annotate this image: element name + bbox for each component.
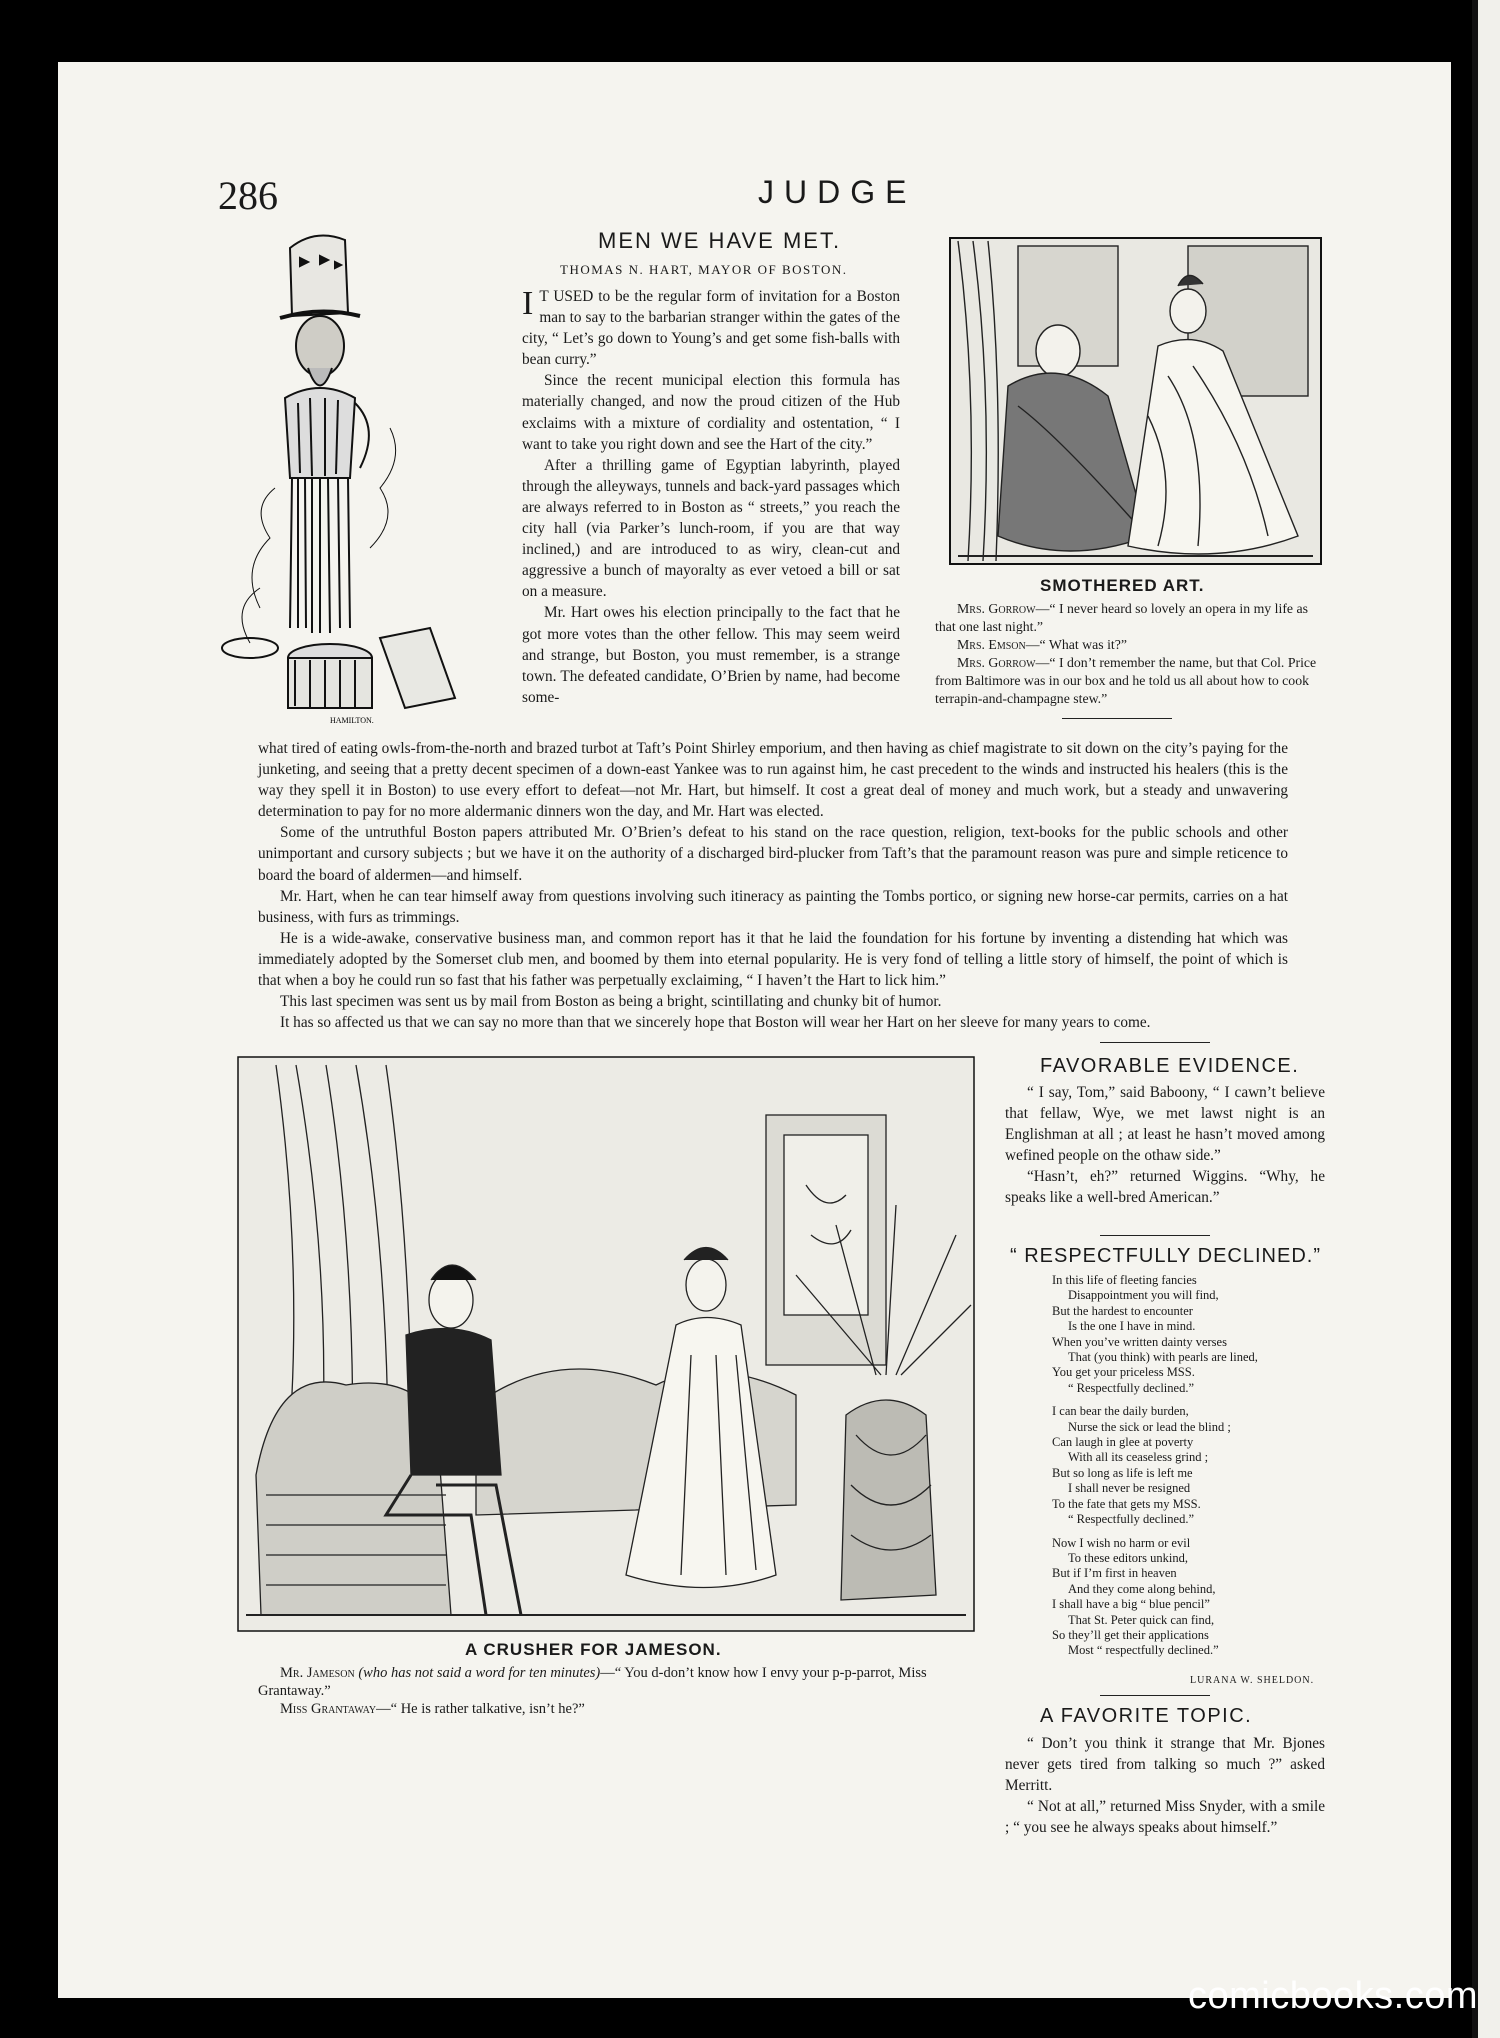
favorable-evidence-title: FAVORABLE EVIDENCE. — [1040, 1055, 1300, 1077]
poem-line: That (you think) with pearls are lined, — [1068, 1350, 1258, 1365]
crusher-title: A CRUSHER FOR JAMESON. — [465, 1640, 722, 1659]
caption-line: Miss Grantaway—“ He is rather talkative, isn’t he?” — [280, 1701, 585, 1717]
poem-stanza — [1052, 1536, 1342, 1659]
article-paragraph: It has so affected us that we can say no more than that we sincerely hope that Boston will wear her Hart on her sleeve for many years to come. — [280, 1014, 1151, 1032]
topic-paragraph: “ Don’t you think it strange that Mr. Bjones never gets tired from talking so much ?” asked Merritt. — [1005, 1735, 1325, 1794]
poem-line: So they’ll get their applications — [1052, 1627, 1209, 1642]
article-paragraph: what tired of eating owls-from-the-north and brazed turbot at Taft’s Point Shirley emporium, and then having as chief magistrate to sit down on the city’s paying for the junketing, and seeing that a pretty decent specimen of a down-east Yankee was to run against him, he cast precedent to the winds and instructed his healers (this is the way they spell it in Boston) to use every effort to defeat—not Mr. Hart, but himself. It cost a great deal of money and much work, but a steady and unwavering determination to pay for no more aldermanic dinners won the day, and Mr. Hart was elected. — [258, 740, 1288, 821]
poem-body — [1052, 1273, 1342, 1667]
poem-line: To the fate that gets my MSS. — [1052, 1496, 1201, 1511]
crusher-illustration — [236, 1055, 976, 1633]
article-paragraph: Mr. Hart owes his election principally to the fact that he got more votes than the other fellow. This may seem weird and strange, but Boston, you must remember, is a strange town. The defeated candidate, O’Brien by name, had become some- — [522, 604, 900, 706]
poem-line: I can bear the daily burden, — [1052, 1404, 1189, 1419]
adjacent-page-edge — [1472, 0, 1500, 2038]
crusher-caption — [258, 1664, 998, 1718]
poem-line: “ Respectfully declined.” — [1068, 1512, 1194, 1527]
article-title: MEN WE HAVE MET. — [598, 228, 842, 253]
poem-line: You get your priceless MSS. — [1052, 1365, 1195, 1380]
respectfully-declined-title: “ RESPECTFULLY DECLINED.” — [1010, 1245, 1321, 1267]
article-wide-text — [258, 738, 1288, 1033]
poem-stanza — [1052, 1404, 1342, 1527]
section-divider — [1100, 1695, 1210, 1696]
illustration-signature: HAMILTON. — [330, 716, 374, 725]
smothered-art-illustration — [948, 236, 1323, 566]
poem-line: With all its ceaseless grind ; — [1068, 1450, 1209, 1465]
poem-line: I shall have a big “ blue pencil” — [1052, 1597, 1210, 1612]
poem-line: Now I wish no harm or evil — [1052, 1535, 1191, 1550]
poem-line: Can laugh in glee at poverty — [1052, 1435, 1194, 1450]
caption-line: Mrs. Gorrow—“ I never heard so lovely an opera in my life as that one last night.” — [935, 601, 1308, 634]
masthead: JUDGE — [758, 174, 917, 210]
article-paragraph: Since the recent municipal election this formula has materially changed, and now the proud citizen of the Hub exclaims with a mixture of cordiality and ostentation, “ I want to take you right down and see the Hart of the city.” — [522, 372, 900, 453]
fav-paragraph: “Hasn’t, eh?” returned Wiggins. “Why, he speaks like a well-bred American.” — [1005, 1168, 1325, 1206]
article-paragraph: Mr. Hart, when he can tear himself away from questions involving such itineracy as painting the Tombs portico, or signing new horse-car permits, carries on a hat business, with furs as trimmings. — [258, 887, 1288, 926]
poem-line: Nurse the sick or lead the blind ; — [1068, 1419, 1231, 1434]
article-paragraph: He is a wide-awake, conservative business man, and common report has it that he laid the foundation for his fortune by inventing a distending hat which was immediately adopted by the Somerset club men, and boomed by them into eternal popularity. He is very fond of telling a little story of himself, the point of which is that when a boy he could run so fast that his father was perpetually exclaiming, “ I haven’t the Hart to lick him.” — [258, 929, 1288, 990]
poem-stanza — [1052, 1273, 1342, 1396]
caption-line: Mr. Jameson (who has not said a word for ten minutes)—“ You d-don’t know how I envy your p-p-parrot, Miss Grantaway.” — [258, 1665, 927, 1699]
article-paragraph: Some of the untruthful Boston papers attributed Mr. O’Brien’s defeat to his stand on the race question, religion, text-books for the public schools and other unimportant and cursory subjects ; but we have it on the authority of a discharged bird-plucker from Taft’s that the paramount reason was pure and simple reticence to board the board of aldermen—and himself. — [258, 824, 1288, 884]
section-divider — [1062, 718, 1172, 719]
poem-line: That St. Peter quick can find, — [1068, 1612, 1215, 1627]
poem-line: But if I’m first in heaven — [1052, 1566, 1177, 1581]
article-subtitle: THOMAS N. HART, MAYOR OF BOSTON. — [560, 262, 848, 277]
poem-line: To these editors unkind, — [1068, 1550, 1188, 1565]
poem-line: And they come along behind, — [1068, 1581, 1216, 1596]
caption-line: Mrs. Emson—“ What was it?” — [957, 637, 1128, 652]
poem-line: But the hardest to encounter — [1052, 1303, 1193, 1318]
poem-line: Is the one I have in mind. — [1068, 1319, 1196, 1334]
favorite-topic-title: A FAVORITE TOPIC. — [1040, 1705, 1253, 1727]
poem-line: But so long as life is left me — [1052, 1465, 1193, 1480]
page-number: 286 — [218, 173, 278, 218]
article-column — [522, 286, 900, 708]
poem-line: “ Respectfully declined.” — [1068, 1380, 1194, 1395]
drop-cap: I — [522, 285, 534, 322]
site-watermark: comicbooks.com — [1188, 1975, 1478, 2017]
poem-line: I shall never be resigned — [1068, 1481, 1191, 1496]
uncle-sam-illustration — [220, 228, 510, 728]
topic-paragraph: “ Not at all,” returned Miss Snyder, with a smile ; “ you see he always speaks about himself.” — [1005, 1798, 1325, 1836]
section-divider — [1100, 1235, 1210, 1236]
poem-line: When you’ve written dainty verses — [1052, 1334, 1227, 1349]
poem-line: Most “ respectfully declined.” — [1068, 1643, 1219, 1658]
poem-line: In this life of fleeting fancies — [1052, 1273, 1197, 1287]
favorite-topic-body — [1005, 1733, 1325, 1838]
favorable-evidence-body — [1005, 1082, 1325, 1208]
poem-line: Disappointment you will find, — [1068, 1288, 1219, 1303]
fav-paragraph: “ I say, Tom,” said Baboony, “ I cawn’t believe that fellaw, Wye, we met lawst night is an Englishman at all ; at least he hasn’t moved among wefined people on the othaw side.” — [1005, 1084, 1325, 1164]
smothered-art-caption — [935, 600, 1325, 708]
article-paragraph: I T USED to be the regular form of invitation for a Boston man to say to the barbarian stranger within the gates of the city, “ Let’s go down to Young’s and get some fish-balls with bean curry.” — [522, 285, 900, 369]
article-paragraph: This last specimen was sent us by mail from Boston as being a bright, scintillating and chunky bit of humor. — [280, 993, 942, 1011]
section-divider — [1100, 1042, 1210, 1043]
caption-line: Mrs. Gorrow—“ I don’t remember the name, but that Col. Price from Baltimore was in our box and he told us all about how to cook terrapin-and-champagne stew.” — [935, 655, 1317, 706]
poem-author: LURANA W. SHELDON. — [1190, 1675, 1315, 1686]
article-paragraph: After a thrilling game of Egyptian labyrinth, played through the alleyways, tunnels and back-yard passages which are always referred to in Boston as “ streets,” you reach the city hall (via Parker’s lunch-room, if you are that way inclined,) and are introduced to as wiry, clean-cut and aggressive a bunch of mayoralty as ever vetoed a bill or sat on a measure. — [522, 456, 900, 601]
smothered-art-title: SMOTHERED ART. — [1040, 576, 1205, 595]
